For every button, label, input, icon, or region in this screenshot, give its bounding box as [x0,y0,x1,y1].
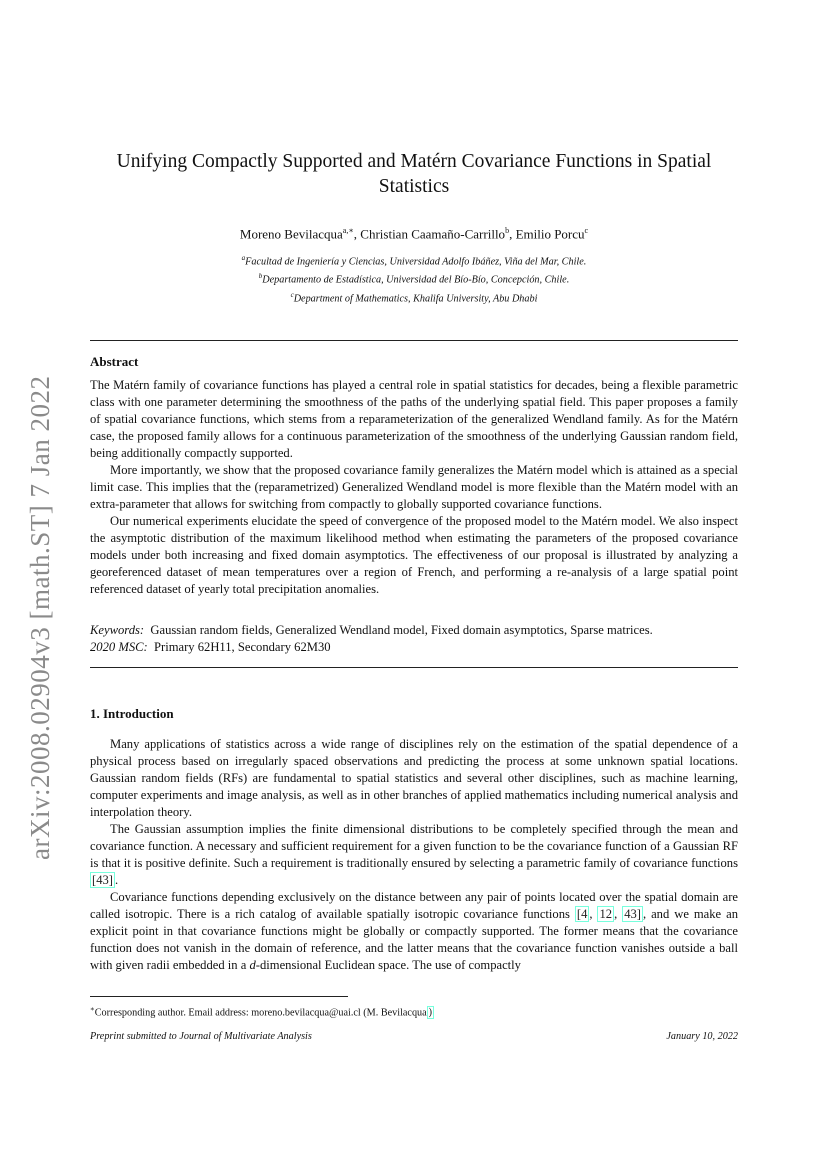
affil-mark: b [258,272,263,281]
footnote [90,1002,434,1020]
affil-text: Facultad de Ingeniería y Ciencias, Universidad Adolfo Ibáñez, Viña del Mar, Chile. [245,256,587,268]
footnote-link[interactable]: ) [428,1007,433,1019]
affil-mark: c [290,290,294,299]
intro-paragraph: Many applications of statistics across a wide range of disciplines rely on the estimation of the spatial dependence of a physical process based on irregularly spaced observations and predicting the process at some unknown spatial locations. Gaussian random fields (RFs) are fundamental to spatial statistics and several other disciplines, such as machine learning, computer experiments and image analysis, as well as in other branches of applied mathematics including numerical analysis and interpolation theory. [90,737,738,819]
abstract-paragraph: The Matérn family of covariance functions has played a central role in spatial statistics for decades, being a flexible parametric class with one parameter determining the smoothness of the paths of the underlying spatial field. This paper proposes a family of spatial covariance functions, which stems from a reparameterization of the generalized Wendland family. As for the Matérn case, the proposed family allows for a continuous parameterization of the smoothness of the underlying Gaussian random field, being additionally compactly supported. [90,378,738,460]
intro-text: -dimensional Euclidean space. The use of compactly [255,958,521,972]
affiliation [90,269,738,287]
affil-mark: a [241,254,246,262]
msc-text: Primary 62H11, Secondary 62M30 [154,640,331,654]
footnote-mark: ∗ [90,1005,95,1013]
footer-journal: Preprint submitted to Journal of Multivariate Analysis [90,1031,312,1042]
intro-text: Covariance functions depending exclusively on the distance between any pair of points located over the spatial domain are called isotropic. There is a rich catalog of available spatially isotropic covariance functions [90,890,738,921]
citation-link[interactable]: [43] [92,873,113,887]
paper-title: Unifying Compactly Supported and Matérn Covariance Functions in Spatial Statistics [116,151,712,197]
keywords-label: Keywords: [90,623,145,637]
author-affil-mark: c [584,226,589,235]
intro-paragraph: Covariance functions depending exclusively on the distance between any pair of points located over the spatial domain are called isotropic. There is a rich catalog of available spatially isotropic covariance functions [4 , 12 , 43] , and we make an explicit point in that covariance functions might be globally or compactly supported. The former means that the covariance function does not vanish in the domain of reference, and the latter means that the covariance function vanishes outside a ball with given radii embedded in a d-dimensional Euclidean space. The use of compactly [90,890,738,972]
affiliations [90,251,738,306]
math-symbol: d [249,958,256,972]
footnote-text: Corresponding author. Email address: moreno.bevilacqua@uai.cl (M. Bevilacqua [94,1007,427,1019]
section-heading: 1. Introduction [90,706,174,721]
abstract-body [90,377,738,598]
intro-text: The Gaussian assumption implies the finite dimensional distributions to be completely specified through the mean and covariance function. A necessary and sufficient requirement for a given function to be the covariance function of a Gaussian RF is that it is positive definite. Such a requirement is traditionally ensured by selecting a parametric family of covariance functions [90,822,738,870]
author-name: , Emilio Porcu [509,226,585,242]
intro-text: . [114,873,119,887]
abstract-paragraph: More importantly, we show that the proposed covariance family generalizes the Matérn model which is attained as a special limit case. This implies that the (reparametrized) Generalized Wendland model is more flexible than the Matérn model with an extra-parameter that allows for switching from compactly to globally supported covariance functions. [90,463,738,511]
footnote-rule [90,996,348,997]
keywords-line [90,622,738,639]
affiliation [90,251,738,269]
author-name: , Christian Caamaño-Carrillo [353,226,506,242]
msc-line [90,639,738,656]
msc-label: 2020 MSC: [90,640,148,654]
affiliation [90,288,738,306]
affil-text: Departamento de Estadística, Universidad del Bío-Bío, Concepción, Chile. [262,274,570,286]
author-affil-mark: a,∗ [342,226,354,235]
citation-link[interactable]: 12 [599,907,613,921]
keywords-block [90,622,738,656]
author-list [90,222,738,243]
divider [90,340,738,341]
citation-link[interactable]: [4 [576,907,588,921]
intro-text: , and we make an explicit point in that covariance functions might be globally or compactly supported. The former means that the covariance function does not vanish in the domain of reference, and the latter means that the covariance function vanishes outside a ball with given radii embedded in a [90,907,738,972]
intro-body [90,736,738,974]
intro-paragraph [90,821,738,889]
abstract-paragraph: Our numerical experiments elucidate the speed of convergence of the proposed model to the Matérn model. We also inspect the asymptotic distribution of the maximum likelihood method when estimating the parameters of the proposed covariance models under both increasing and fixed domain asymptotics. The effectiveness of our proposal is illustrated by analyzing a georeferenced dataset of mean temperatures over a region of French, and performing a re-analysis of a large spatial point referenced dataset of yearly total precipitation anomalies. [90,514,738,596]
affil-text: Department of Mathematics, Khalifa University, Abu Dhabi [293,293,538,305]
author-affil-mark: b [505,226,510,235]
arxiv-stamp: arXiv:2008.02904v3 [math.ST] 7 Jan 2022 [25,375,55,860]
footer-date: January 10, 2022 [666,1031,738,1042]
divider [90,667,738,668]
author-name: Moreno Bevilacqua [239,226,343,242]
citation-link[interactable]: 43] [624,907,641,921]
abstract-heading: Abstract [90,354,139,369]
keywords-text: Gaussian random fields, Generalized Wendland model, Fixed domain asymptotics, Sparse matrices. [150,623,653,637]
